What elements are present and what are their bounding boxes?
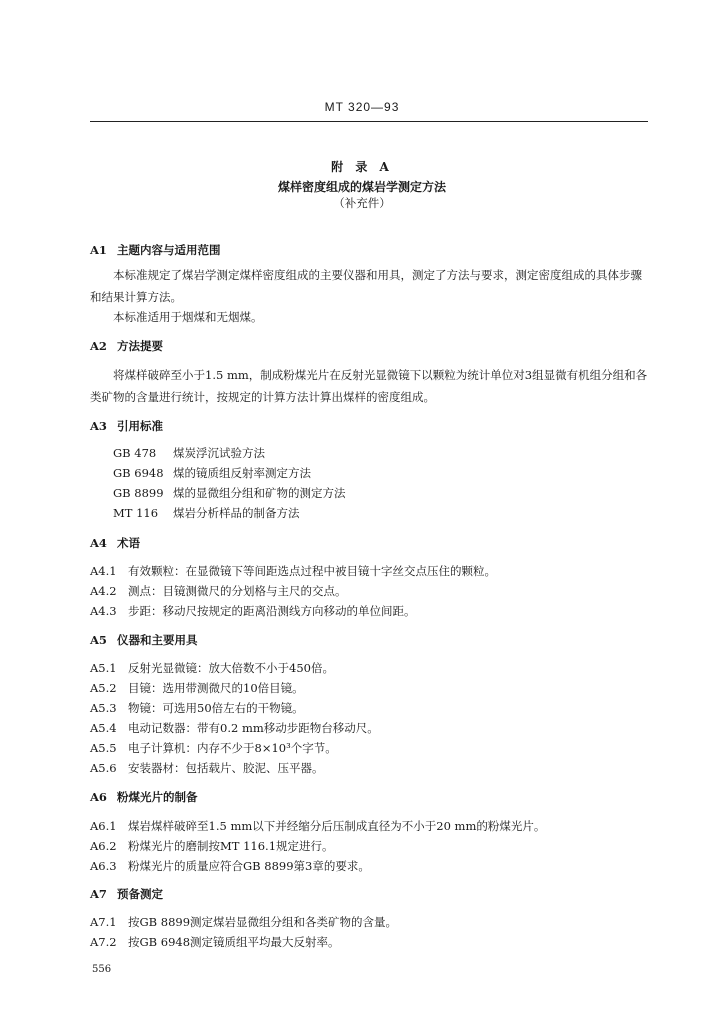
a1-paragraph-2: 本标准适用于烟煤和无烟煤。 bbox=[113, 310, 263, 324]
item-number: A5.4 bbox=[90, 721, 117, 735]
appendix-note: （补充件） bbox=[333, 196, 391, 210]
item-text: 有效颗粒：在显微镜下等间距选点过程中被目镜十字丝交点压住的颗粒。 bbox=[128, 564, 496, 578]
section-a5-heading bbox=[90, 632, 198, 648]
reference-code: GB 6948 bbox=[113, 466, 164, 480]
section-title: 主题内容与适用范围 bbox=[117, 243, 221, 257]
section-title: 粉煤光片的制备 bbox=[117, 790, 198, 804]
item-number: A6.2 bbox=[90, 839, 117, 853]
a6-item bbox=[90, 838, 334, 854]
item-number: A4.1 bbox=[90, 564, 117, 578]
a7-item bbox=[90, 934, 340, 950]
a5-item bbox=[90, 740, 337, 756]
item-text: 按GB 8899测定煤岩显微组分组和各类矿物的含量。 bbox=[128, 915, 398, 929]
header-rule bbox=[90, 121, 648, 122]
section-title: 术语 bbox=[117, 536, 140, 550]
section-title: 仪器和主要用具 bbox=[117, 633, 198, 647]
section-number: A2 bbox=[90, 339, 107, 353]
item-text: 步距：移动尺按规定的距离沿测线方向移动的单位间距。 bbox=[128, 604, 416, 618]
a4-item bbox=[90, 563, 496, 579]
a5-item bbox=[90, 660, 334, 676]
appendix-label: 附 录 A bbox=[331, 160, 393, 174]
item-number: A4.3 bbox=[90, 604, 117, 618]
item-text: 目镜：选用带测微尺的10倍目镜。 bbox=[128, 681, 304, 695]
section-a6-heading bbox=[90, 789, 198, 805]
item-text: 物镜：可选用50倍左右的干物镜。 bbox=[128, 701, 304, 715]
section-number: A6 bbox=[90, 790, 107, 804]
section-title: 预备测定 bbox=[117, 887, 163, 901]
a1-paragraph-1: 本标准规定了煤岩学测定煤样密度组成的主要仪器和用具，测定了方法与要求，测定密度组成的具体步骤和结果计算方法。 bbox=[90, 268, 642, 304]
reference-item bbox=[113, 465, 311, 481]
item-number: A5.6 bbox=[90, 761, 117, 775]
a2-paragraph: 将煤样破碎至小于1.5 mm，制成粉煤光片在反射光显微镜下以颗粒为统计单位对3组显微有机组分组和各类矿物的含量进行统计，按规定的计算方法计算出煤样的密度组成。 bbox=[90, 368, 648, 404]
reference-title: 煤炭浮沉试验方法 bbox=[173, 446, 265, 460]
item-text: 按GB 6948测定镜质组平均最大反射率。 bbox=[128, 935, 340, 949]
standard-code: MT 320—93 bbox=[324, 100, 400, 114]
a4-item bbox=[90, 603, 416, 619]
item-number: A5.5 bbox=[90, 741, 117, 755]
page-number: 556 bbox=[92, 964, 112, 975]
reference-title: 煤岩分析样品的制备方法 bbox=[173, 506, 300, 520]
item-text: 粉煤光片的质量应符合GB 8899第3章的要求。 bbox=[128, 859, 370, 873]
section-title: 方法提要 bbox=[117, 339, 163, 353]
section-number: A4 bbox=[90, 536, 107, 550]
reference-code: MT 116 bbox=[113, 506, 159, 520]
item-number: A6.3 bbox=[90, 859, 117, 873]
reference-title: 煤的镜质组反射率测定方法 bbox=[173, 466, 311, 480]
item-text: 煤岩煤样破碎至1.5 mm以下并经缩分后压制成直径为不小于20 mm的粉煤光片。 bbox=[128, 819, 546, 833]
item-number: A5.3 bbox=[90, 701, 117, 715]
appendix-title: 煤样密度组成的煤岩学测定方法 bbox=[277, 180, 446, 194]
item-number: A5.1 bbox=[90, 661, 117, 675]
reference-title: 煤的显微组分组和矿物的测定方法 bbox=[173, 486, 346, 500]
item-number: A7.1 bbox=[90, 915, 117, 929]
item-number: A7.2 bbox=[90, 935, 117, 949]
section-a4-heading bbox=[90, 535, 140, 551]
section-a7-heading bbox=[90, 886, 163, 902]
reference-item bbox=[113, 485, 346, 501]
section-a1-heading bbox=[90, 242, 221, 258]
reference-code: GB 8899 bbox=[113, 486, 164, 500]
item-text: 粉煤光片的磨制按MT 116.1规定进行。 bbox=[128, 839, 334, 853]
section-number: A7 bbox=[90, 887, 107, 901]
item-number: A5.2 bbox=[90, 681, 117, 695]
a5-item bbox=[90, 700, 304, 716]
item-text: 测点：目镜测微尺的分划格与主尺的交点。 bbox=[128, 584, 347, 598]
item-number: A4.2 bbox=[90, 584, 117, 598]
section-a3-heading bbox=[90, 418, 163, 434]
a6-item bbox=[90, 858, 370, 874]
section-title: 引用标准 bbox=[117, 419, 163, 433]
item-text: 反射光显微镜：放大倍数不小于450倍。 bbox=[128, 661, 334, 675]
a4-item bbox=[90, 583, 347, 599]
a5-item bbox=[90, 680, 304, 696]
item-text: 安装器材：包括载片、胶泥、压平器。 bbox=[128, 761, 324, 775]
item-number: A6.1 bbox=[90, 819, 117, 833]
reference-code: GB 478 bbox=[113, 446, 157, 460]
section-a2-heading bbox=[90, 338, 163, 354]
item-text: 电动记数器：带有0.2 mm移动步距物台移动尺。 bbox=[128, 721, 379, 735]
a6-item bbox=[90, 818, 545, 834]
reference-item bbox=[113, 505, 300, 521]
a5-item bbox=[90, 760, 324, 776]
a5-item bbox=[90, 720, 379, 736]
item-text: 电子计算机：内存不少于8×10³个字节。 bbox=[128, 741, 337, 755]
section-number: A1 bbox=[90, 243, 107, 257]
a7-item bbox=[90, 914, 397, 930]
reference-item bbox=[113, 445, 265, 461]
section-number: A5 bbox=[90, 633, 107, 647]
section-number: A3 bbox=[90, 419, 107, 433]
